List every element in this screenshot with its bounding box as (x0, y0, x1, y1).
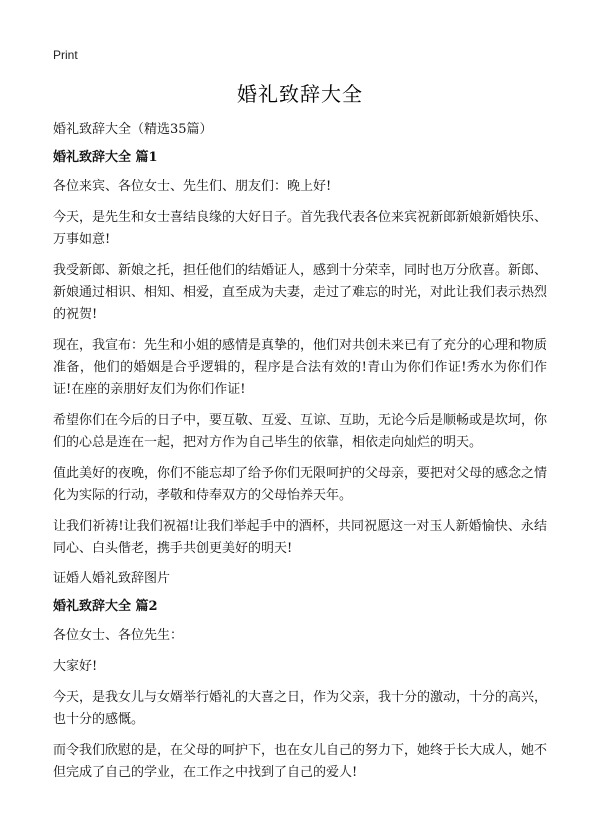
paragraph: 我受新郎、新娘之托，担任他们的结婚证人，感到十分荣幸，同时也万分欣喜。新郎、新娘通过相识、相知、相爱，直至成为夫妻，走过了难忘的时光，对此让我们表示热烈的祝贺! (53, 263, 548, 322)
paragraph: 大家好! (53, 659, 98, 674)
paragraph: 希望你们在今后的日子中，要互敬、互爱、互谅、互助，无论今后是顺畅或是坎坷，你们的心总是连在一起，把对方作为自己毕生的依靠，相依走向灿烂的明天。 (53, 413, 548, 450)
section-2 (53, 597, 547, 784)
paragraph: 让我们祈祷!让我们祝福!让我们举起手中的酒杯，共同祝愿这一对玉人新婚愉快、永结同心、白头偕老，携手共创更美好的明天! (53, 519, 547, 556)
paragraph: 值此美好的夜晚，你们不能忘却了给予你们无限呵护的父母亲，要把对父母的感念之情化为实际的行动，孝敬和侍奉双方的父母怡养天年。 (53, 466, 548, 503)
image-caption: 证婚人婚礼致辞图片 (53, 571, 171, 586)
section-heading: 婚礼致辞大全 篇2 (53, 599, 158, 614)
paragraph: 今天，是先生和女士喜结良缘的大好日子。首先我代表各位来宾祝新郎新娘新婚快乐、万事如意! (53, 210, 548, 247)
paragraph: 现在，我宣布：先生和小姐的感情是真挚的，他们对共创未来已有了充分的心理和物质准备，他们的婚姻是合乎逻辑的，程序是合法有效的!青山为你们作证!秀水为你们作证!在座的亲朋好友们为你们作证! (53, 338, 548, 397)
print-label[interactable]: Print (53, 48, 78, 62)
paragraph: 各位来宾、各位女士、先生们、朋友们：晚上好! (53, 179, 332, 194)
section-1 (53, 148, 547, 588)
document-subtitle: 婚礼致辞大全（精选35篇） (53, 122, 213, 137)
document-body (53, 120, 547, 793)
paragraph: 今天，是我女儿与女婿举行婚礼的大喜之日，作为父亲，我十分的激动，十分的高兴，也十分的感慨。 (53, 690, 548, 727)
page-title: 婚礼致辞大全 (237, 82, 363, 106)
paragraph: 各位女士、各位先生： (53, 628, 184, 643)
paragraph: 而令我们欣慰的是，在父母的呵护下，也在女儿自己的努力下，她终于长大成人，她不但完成了自己的学业，在工作之中找到了自己的爱人! (53, 743, 548, 780)
section-heading: 婚礼致辞大全 篇1 (53, 150, 158, 165)
